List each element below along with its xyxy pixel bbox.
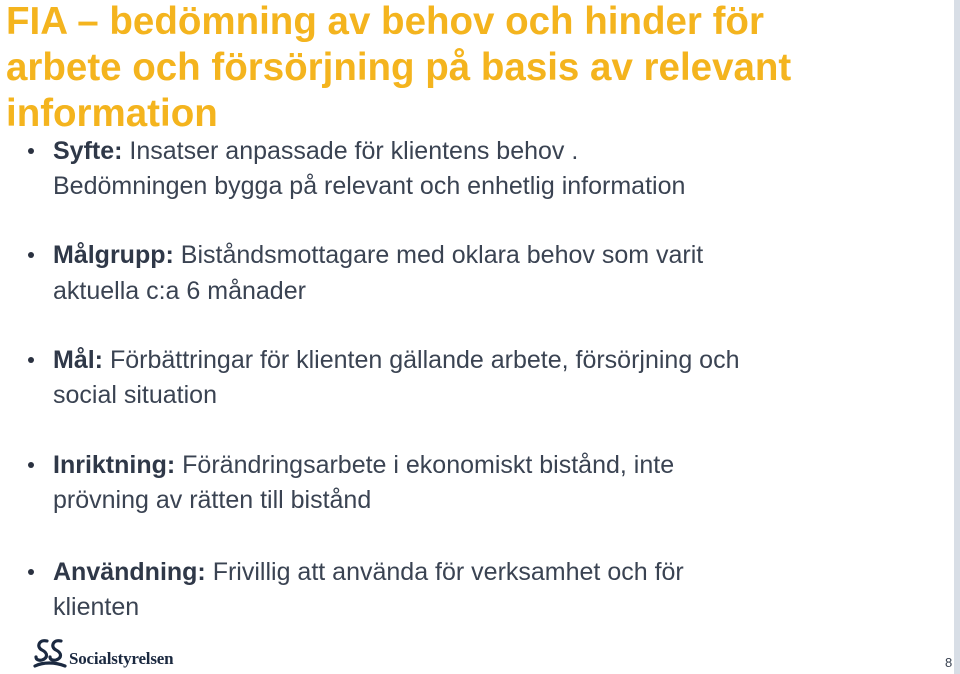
bullet-term: Målgrupp: — [53, 241, 174, 269]
bullet-anvandning-line-2: klienten — [53, 593, 140, 621]
title-line-2: arbete och försörjning på basis av relevant — [6, 46, 792, 89]
bullet-dot-icon — [28, 357, 34, 363]
socialstyrelsen-emblem-icon — [33, 637, 67, 671]
bullet-term: Syfte: — [53, 137, 123, 165]
bullet-text: Förbättringar för klienten gällande arbete, försörjning och — [103, 346, 740, 374]
bullet-malgrupp-line-2: aktuella c:a 6 månader — [53, 277, 306, 305]
bullet-syfte-line-2: Bedömningen bygga på relevant och enhetlig information — [53, 172, 686, 200]
bullet-text: Frivillig att använda för verksamhet och för — [205, 558, 684, 586]
bullet-dot-icon — [28, 148, 34, 154]
bullet-dot-icon — [28, 252, 34, 258]
socialstyrelsen-logo — [33, 636, 173, 672]
bullet-term: Användning: — [53, 558, 206, 586]
bullet-malgrupp-line-1 — [53, 238, 703, 272]
bullet-text: Biståndsmottagare med oklara behov som varit — [173, 241, 704, 269]
bullet-anvandning-line-1 — [53, 555, 684, 589]
bullet-mal-line-1 — [53, 343, 739, 377]
bullet-syfte-line-1 — [53, 134, 578, 168]
bullet-inriktning-line-2: prövning av rätten till bistånd — [53, 486, 372, 514]
bullet-term: Inriktning: — [53, 451, 176, 479]
bullet-dot-icon — [28, 569, 34, 575]
logo-text: Socialstyrelsen — [69, 649, 174, 668]
title-line-3: information — [6, 92, 218, 135]
bullet-inriktning-line-1 — [53, 448, 674, 482]
page-number: 8 — [945, 655, 953, 670]
bullet-dot-icon — [28, 462, 34, 468]
bullet-text: Insatser anpassade för klientens behov . — [122, 137, 579, 165]
bullet-text: Förändringsarbete i ekonomiskt bistånd, inte — [175, 451, 675, 479]
bullet-mal-line-2: social situation — [53, 381, 217, 409]
title-line-1: FIA – bedömning av behov och hinder för — [6, 0, 764, 43]
bullet-term: Mål: — [53, 346, 103, 374]
